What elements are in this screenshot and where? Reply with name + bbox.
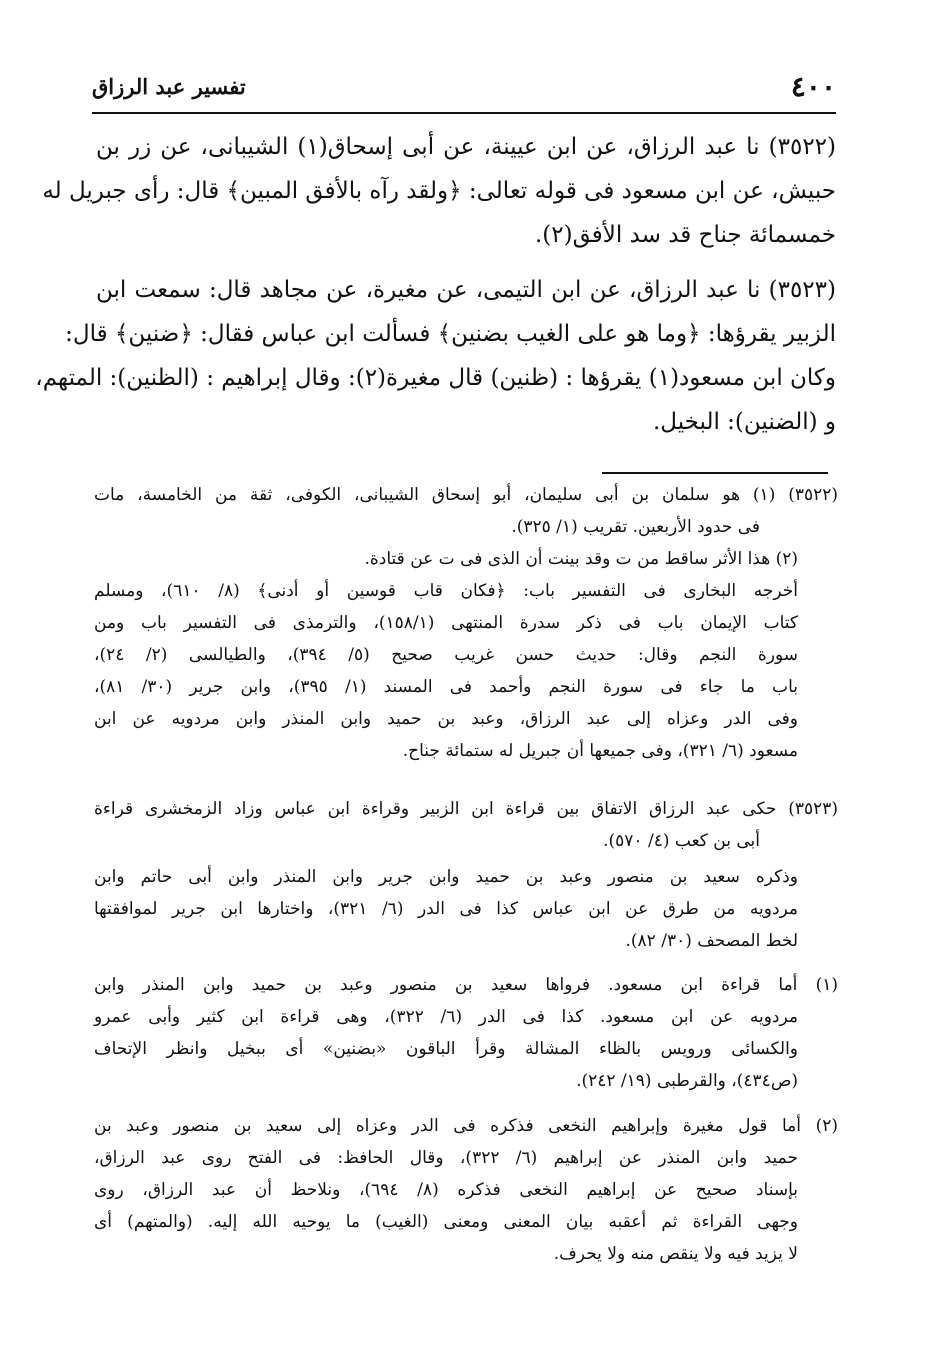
text-line: حبيش، عن ابن مسعود فى قوله تعالى: ﴿ولقد رآه بالأفق المبين﴾ قال: رأى جبريل له	[42, 178, 836, 204]
text-line: (٣٥٢٣) نا عبد الرزاق، عن ابن التيمى، عن مغيرة، عن مجاهد قال: سمعت ابن	[96, 277, 836, 303]
text-line: و (الضنين): البخيل.	[652, 409, 836, 435]
footnote-line: باب ما جاء فى سورة النجم وأحمد فى المسند (١/ ٣٩٥)، وابن جرير (٣٠/ ٨١)،	[94, 677, 798, 697]
footnote-3523-1	[94, 969, 838, 1097]
footnote-line: لخط المصحف (٣٠/ ٨٢).	[625, 931, 798, 951]
footnote-3523-2	[94, 1110, 838, 1270]
footnote-line: وذكره سعيد بن منصور وعبد بن حميد وابن جرير وابن المنذر وابن أبى حاتم وابن	[94, 867, 798, 887]
page-number: ٤٠٠	[790, 70, 836, 103]
footnote-line: فى حدود الأربعين. تقريب (١/ ٣٢٥).	[511, 517, 760, 537]
footnote-line: مسعود (٦/ ٣٢١)، وفى جميعها أن جبريل له ستمائة جناح.	[402, 741, 798, 761]
narration-3523	[35, 268, 836, 444]
footnote-3523-note	[94, 793, 838, 857]
footnote-line: (٢) أما قول مغيرة وإبراهيم النخعى فذكره فى الدر وعزاه إلى سعيد بن منصور وعبد بن	[94, 1116, 838, 1136]
footnote-line: (١) أما قراءة ابن مسعود. فرواها سعيد بن منصور وعبد بن حميد وابن المنذر وابن	[94, 975, 838, 995]
footnote-line: بإسناد صحيح عن إبراهيم النخعى فذكره (٨/ ٦٩٤)، ونلاحظ أن عبد الرزاق، روى	[94, 1180, 798, 1200]
footnote-line: وفى الدر وعزاه إلى عبد الرزاق، وعبد بن حميد وابن المنذر وابن مردويه عن ابن	[94, 709, 798, 729]
footnote-line: (٣٥٢٢) (١) هو سلمان بن أبى سليمان، أبو إسحاق الشيبانى، الكوفى، ثقة من الخامسة، مات	[94, 485, 839, 505]
text-line: الزبير يقرؤها: ﴿وما هو على الغيب بضنين﴾ فسألت ابن عباس فقال: ﴿ضنين﴾ قال:	[65, 321, 836, 347]
footnote-line: مردويه عن ابن مسعود. كذا فى الدر (٦/ ٣٢٢)، وهى قراءة ابن كثير وأبى عمرو	[94, 1007, 798, 1027]
footnote-line: كتاب الإيمان باب فى ذكر سدرة المنتهى (١٥٨/١)، والترمذى فى التفسير باب ومن	[94, 613, 799, 633]
footnote-line: وجهى القراءة ثم أعقبه بيان المعنى ومعنى (الغيب) ما يوحيه الله إليه. (والمتهم) أى	[94, 1212, 798, 1232]
footnote-line: (ص٤٣٤)، والقرطبى (١٩/ ٢٤٢).	[576, 1071, 798, 1091]
text-line: وكان ابن مسعود(١) يقرؤها : (ظنين) قال مغيرة(٢): وقال إبراهيم : (الظنين): المتهم،	[35, 365, 836, 391]
narration-3522	[42, 125, 837, 257]
footnote-line: حميد وابن المنذر عن إبراهيم (٦/ ٣٢٢)، وقال الحافظ: فى الفتح روى عبد الرزاق،	[94, 1148, 798, 1168]
footnote-line: مردويه من طرق عن ابن عباس كذا فى الدر (٦/ ٣٢١)، واختارها ابن جرير لموافقتها	[94, 899, 798, 919]
footnote-3523-sources	[94, 861, 838, 957]
footnote-separator	[602, 472, 828, 474]
page-header	[92, 62, 836, 114]
book-title: تفسير عبد الرزاق	[92, 74, 246, 99]
text-line: خمسمائة جناح قد سد الأفق(٢).	[534, 222, 836, 248]
footnote-line: سورة النجم وقال: حديث حسن غريب صحيح (٥/ ٣٩٤)، والطيالسى (٢/ ٢٤)،	[94, 645, 798, 665]
footnote-line: والكسائى ورويس بالظاء المشالة وقرأ الباقون «بضنين» أى ببخيل وانظر الإتحاف	[94, 1039, 798, 1059]
footnote-line: أخرجه البخارى فى التفسير باب: ﴿فكان قاب قوسين أو أدنى﴾ (٨/ ٦١٠)، ومسلم	[94, 581, 798, 601]
footnote-line: (٣٥٢٣) حكى عبد الرزاق الاتفاق بين قراءة ابن الزبير وقراءة ابن عباس وزاد الزمخشرى قراءة	[94, 799, 838, 819]
footnote-line: (٢) هذا الأثر ساقط من ت وقد بينت أن الذى فى ت عن قتادة.	[364, 549, 798, 569]
footnote-line: أبى بن كعب (٤/ ٥٧٠).	[603, 831, 760, 851]
footnote-3522-2	[94, 543, 838, 575]
footnote-line: لا يزيد فيه ولا ينقص منه ولا يحرف.	[553, 1244, 798, 1264]
text-line: (٣٥٢٢) نا عبد الرزاق، عن ابن عيينة، عن أبى إسحاق(١) الشيبانى، عن زر بن	[96, 134, 837, 160]
footnote-3522-takhrij	[94, 575, 838, 767]
footnote-3522-1	[94, 479, 838, 543]
